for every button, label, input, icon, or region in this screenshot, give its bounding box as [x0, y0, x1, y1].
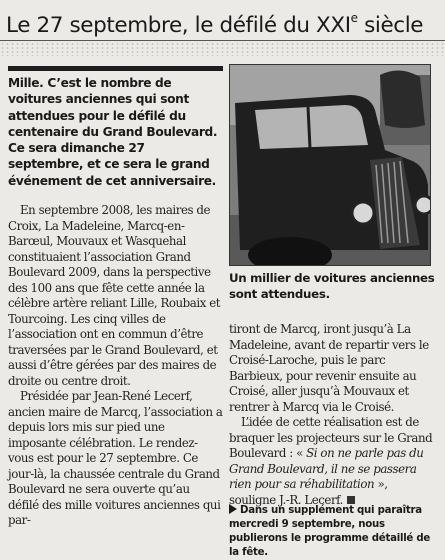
headline-end: siècle — [357, 13, 424, 39]
photo-caption: Un millier de voitures anciennes sont attendues. — [229, 271, 435, 301]
column2-paragraph-1: tiront de Marcq, iront jusqu’à La Madeleine, avant de repartir vers le Croisé-Laroche, puis le parc Barbieux, pour revenir ensuite au Croisé, aller jusqu’à Mouvaux et rentrer à Marcq via le Croisé. — [229, 322, 429, 414]
column1-paragraph-2: Présidée par Jean-René Lecerf, ancien maire de Marcq, l’association a depuis lors mis sur pied une imposante célébration. Le rendez-vous est pour le 27 septembre. Ce jour-là, la chaussée centrale du Grand Boulevard ne sera ouverte qu’au défilé des mille voitures anciennes qui par- — [8, 389, 223, 527]
triangle-right-icon — [229, 504, 237, 514]
quote-text: Si on ne parle pas du Grand Boulevard, il ne se passera rien pour sa réhabilitation — [229, 446, 424, 491]
lead-paragraph: Mille. C’est le nombre de voitures anciennes qui sont attendues pour le défilé du centenaire du Grand Boulevard. Ce sera dimanche 27 septembre, et ce sera le grand événement de cet anniversaire. — [8, 76, 218, 188]
headline-rule — [0, 40, 445, 41]
vintage-car-photo — [229, 64, 431, 266]
quote-intro: L’idée de cette réalisation est de braquer les projecteurs sur le Grand Boulevard : « — [229, 415, 433, 460]
supplement-note — [229, 504, 437, 560]
vintage-car-illustration — [230, 65, 430, 265]
headline — [6, 6, 440, 40]
supplement-note-text: Dans un supplément qui paraîtra mercredi 9 septembre, nous publierons le programme détaillé de la fête. — [229, 505, 431, 558]
quote-attribution: », souligne J.-R. Lecerf. — [229, 477, 388, 507]
article-column-1 — [8, 203, 223, 529]
headline-main: Le 27 septembre, le défilé du XX — [6, 13, 345, 39]
lead-bar — [8, 66, 223, 71]
column2-paragraph-2 — [229, 415, 437, 508]
faded-background-texture — [0, 42, 445, 56]
article-column-2 — [229, 322, 437, 508]
end-square-icon — [347, 496, 355, 504]
column1-paragraph-1: En septembre 2008, les maires de Croix, La Madeleine, Marcq-en-Barœul, Mouvaux et Wasquehal constituaient l’association Grand Boulevard 2009, dans la perspective des 100 ans que fête cette année la célèbre artère reliant Lille, Roubaix et Tourcoing. Les cinq villes de l’association ont en commun d’être traversées par le Grand Boulevard, et aussi d’être gérées par des maires de droite ou centre droit. — [8, 203, 221, 388]
headline-superscript: e — [350, 11, 358, 25]
headline-letter-i: I — [344, 13, 351, 39]
